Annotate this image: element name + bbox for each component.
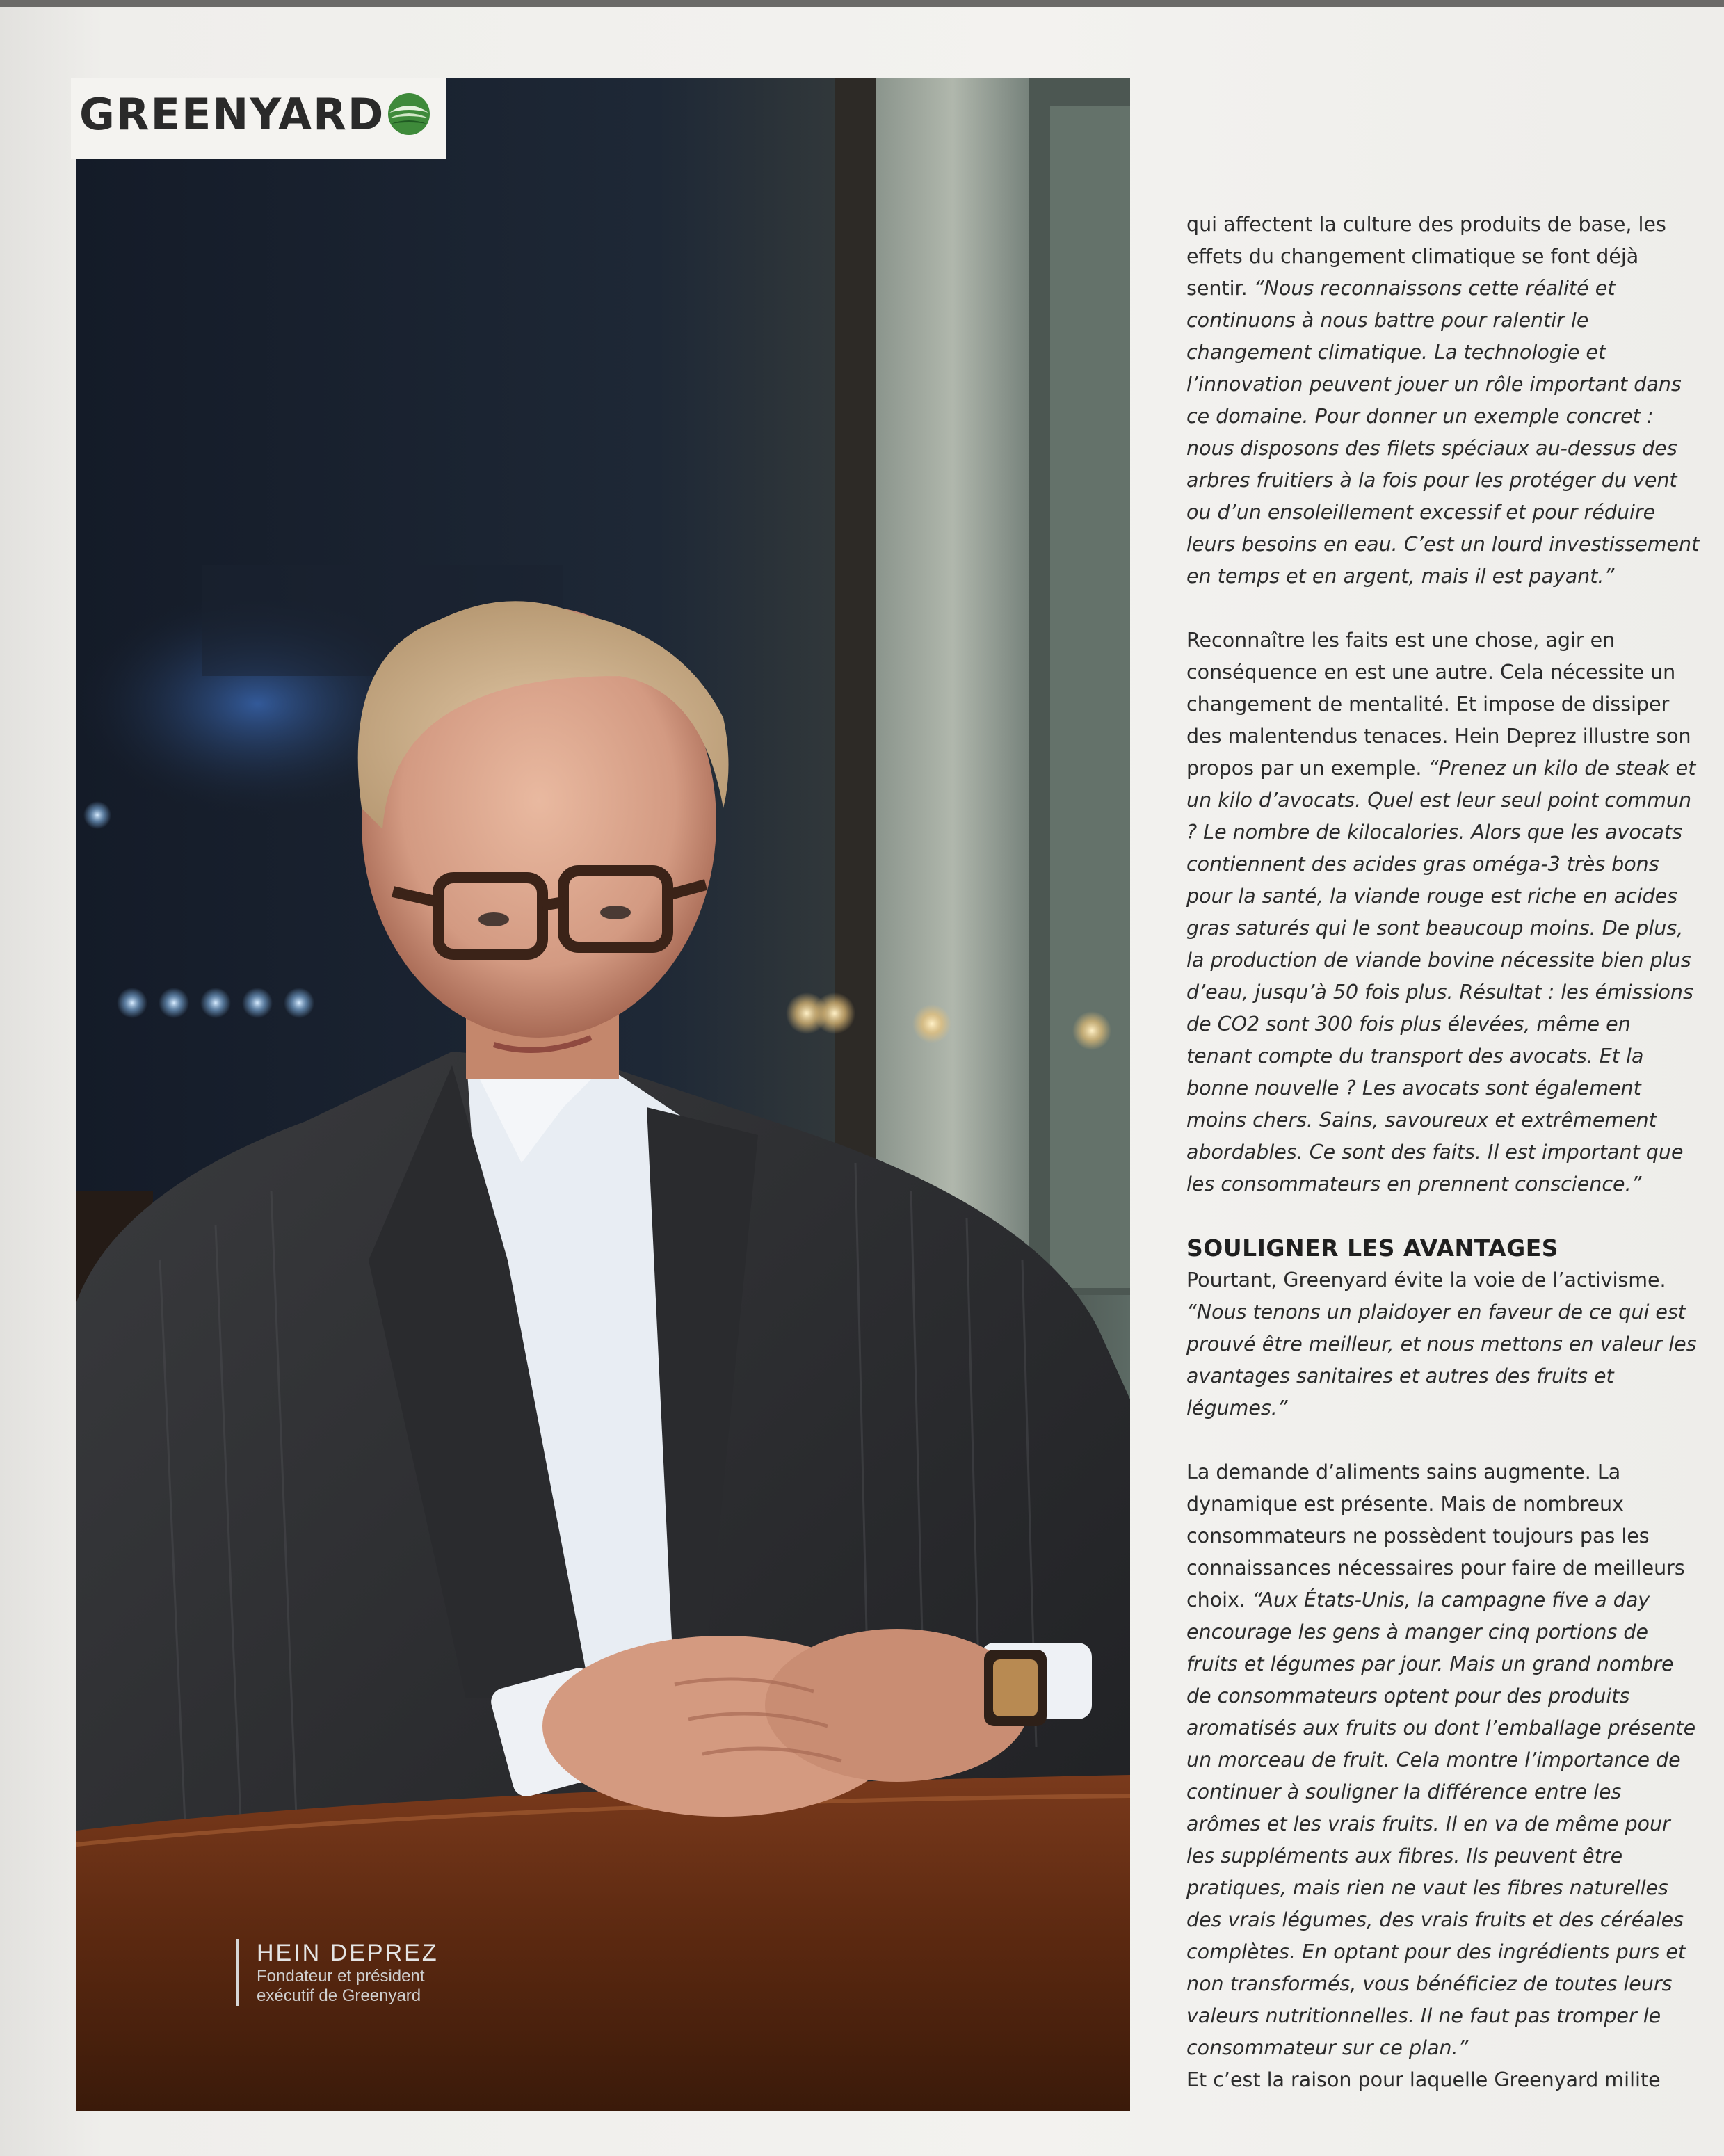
paragraph-4-text: La demande d’aliments sains augmente. La dynamique est présente. Mais de nombreux consommateurs ne possèdent toujours pas les connaissances nécessaires pour faire de meilleurs choix. (1186, 1461, 1685, 1611)
portrait-photo (76, 78, 1130, 2111)
portrait-illustration (76, 78, 1130, 2111)
paragraph-1-text: qui affectent la culture des produits de base, les effets du changement climatique se font déjà sentir. (1186, 213, 1666, 300)
greenyard-leaf-icon (387, 92, 431, 136)
paragraph-3 (1186, 1264, 1701, 1424)
paragraph-4 (1186, 1456, 1701, 2064)
paragraph-3-quote: “Nous tenons un plaidoyer en faveur de ce qui est prouvé être meilleur, et nous mettons en valeur les avantages sanitaires et autres des fruits et légumes.” (1186, 1301, 1697, 1419)
paragraph-3-text: Pourtant, Greenyard évite la voie de l’activisme. (1186, 1269, 1666, 1292)
page-top-edge (0, 0, 1724, 7)
section-heading: SOULIGNER LES AVANTAGES (1186, 1234, 1559, 1262)
paragraph-2-text: Reconnaître les faits est une chose, agir en conséquence en est une autre. Cela nécessite un changement de mentalité. Et impose de dissiper des malentendus tenaces. Hein Deprez illustre son propos par un exemple. (1186, 629, 1691, 780)
paragraph-2 (1186, 625, 1701, 1200)
paragraph-5: Et c’est la raison pour laquelle Greenyard milite (1186, 2068, 1661, 2091)
paragraph-1 (1186, 209, 1701, 593)
paragraph-4-quote: “Aux États-Unis, la campagne five a day encourage les gens à manger cinq portions de fruits et légumes par jour. Mais un grand nombre de consommateurs optent pour des produits aromatisés aux fruits ou dont l’emballage présente un morceau de fruit. Cela montre l’importance de continuer à souligner la différence entre les arômes et les vrais fruits. Il en va de même pour les suppléments aux fibres. Ils peuvent être pratiques, mais rien ne vaut les fibres naturelles des vrais légumes, des vrais fruits et des céréales complètes. En optant pour des ingrédients purs et non transformés, vous bénéficiez de toutes leurs valeurs nutritionnelles. Il ne faut pas tromper le consommateur sur ce plan.” (1186, 1588, 1696, 2059)
photo-caption (236, 1939, 439, 2006)
paragraph-2-quote: “Prenez un kilo de steak et un kilo d’avocats. Quel est leur seul point commun ? Le nombre de kilocalories. Alors que les avocats contiennent des acides gras oméga-3 très bons pour la santé, la viande rouge est riche en acides gras saturés qui le sont beaucoup moins. De plus, la production de viande bovine nécessite bien plus d’eau, jusqu’à 50 fois plus. Résultat : les émissions de CO2 sont 300 fois plus élevées, même en tenant compte du transport des avocats. Et la bonne nouvelle ? Les avocats sont également moins chers. Sains, savoureux et extrêmement abordables. Ce sont des faits. Il est important que les consommateurs en prennent conscience.” (1186, 757, 1696, 1196)
article-column (1186, 209, 1701, 2096)
caption-name: HEIN DEPREZ (257, 1940, 439, 1966)
paragraph-1-quote: “Nous reconnaissons cette réalité et continuons à nous battre pour ralentir le changement climatique. La technologie et l’innovation peuvent jouer un rôle important dans ce domaine. Pour donner un exemple concret : nous disposons des filets spéciaux au-dessus des arbres fruitiers à la fois pour les protéger du vent ou d’un ensoleillement excessif et pour réduire leurs besoins en eau. C’est un lourd investissement en temps et en argent, mais il est payant.” (1186, 277, 1700, 588)
caption-role-line-1: Fondateur et président (257, 1967, 425, 1986)
brand-logo-text: GREENYARD (79, 89, 385, 140)
caption-role-line-2: exécutif de Greenyard (257, 1986, 421, 2005)
